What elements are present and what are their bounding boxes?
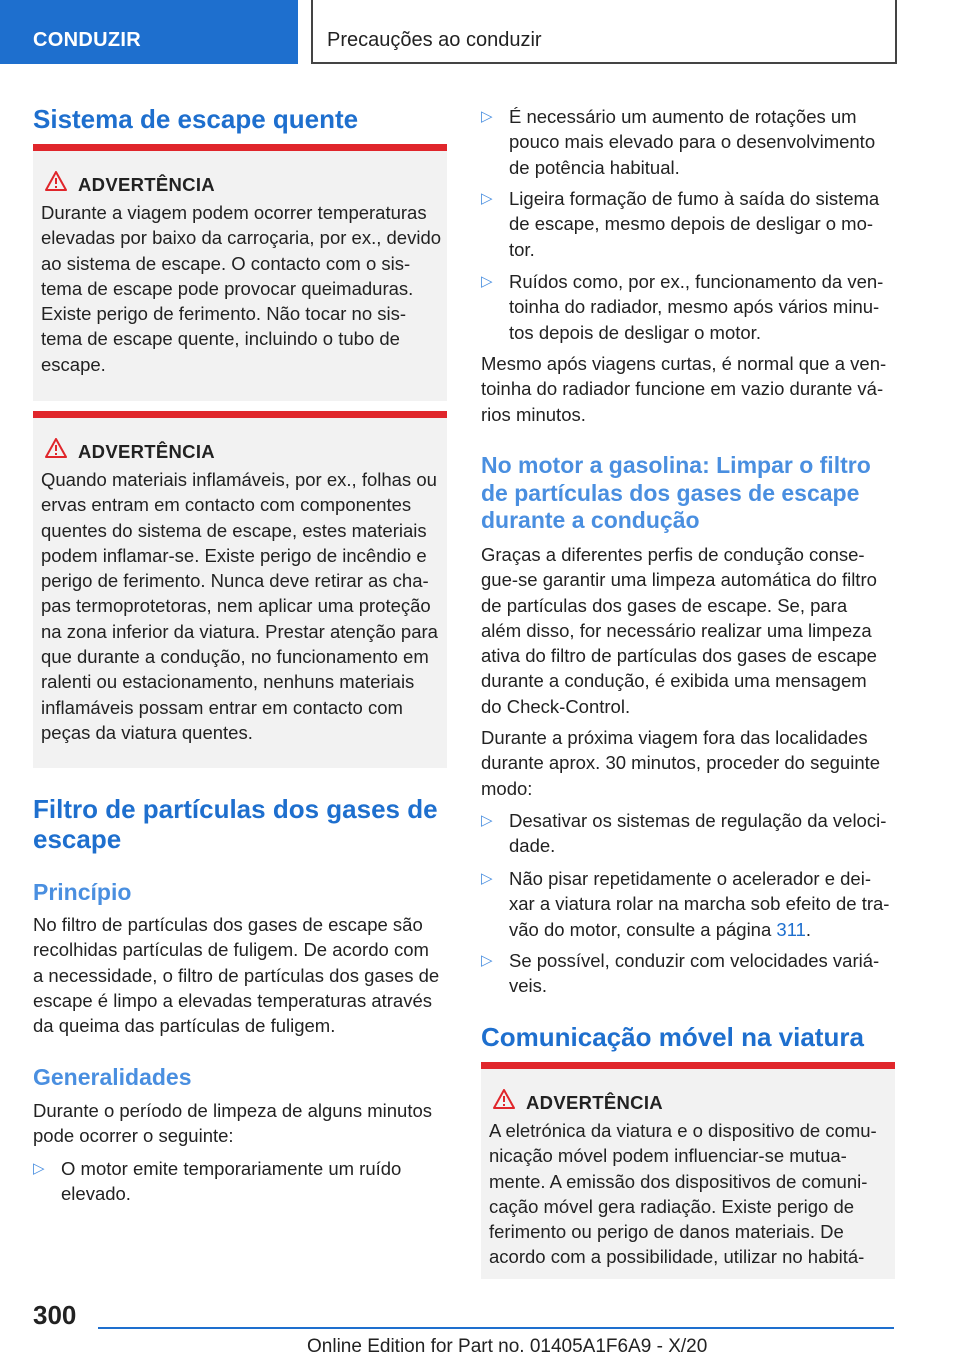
text-line: quentes do sistema de escape, estes materiais xyxy=(41,519,427,541)
text-line: durante aprox. 30 minutos, proceder do seguinte xyxy=(481,752,881,774)
idle-fan-paragraph xyxy=(481,351,901,427)
list-item-text xyxy=(509,186,879,262)
text-line: No filtro de partículas dos gases de escape são xyxy=(33,914,423,935)
text-line: na zona inferior da viatura. Prestar atenção para xyxy=(41,620,438,642)
text-line: durante a condução, é exibida uma mensagem xyxy=(481,670,867,692)
text-line: nicação móvel podem influenciar-se mutua- xyxy=(489,1145,847,1167)
text-line: acordo com a possibilidade, utilizar no habitá- xyxy=(489,1246,865,1268)
text-line: Não pisar repetidamente o acelerador e dei- xyxy=(509,868,871,889)
text-line: rios minutos. xyxy=(481,403,586,425)
principle-paragraph xyxy=(33,912,453,1038)
text-line: de escape, mesmo depois de desligar o mo- xyxy=(509,213,874,235)
text-line: inflamáveis possam entrar em contacto com xyxy=(41,696,403,718)
text-line: Ligeira formação de fumo à saída do sistema xyxy=(509,188,880,209)
text-line: Se possível, conduzir com velocidades variá- xyxy=(509,950,880,971)
list-item-text xyxy=(61,1156,401,1207)
chapter-header xyxy=(311,0,897,64)
bullet-marker: ▷ xyxy=(481,870,493,887)
text-line: da queima das partículas de fuligem. xyxy=(33,1015,336,1037)
text-line: modo: xyxy=(481,777,533,799)
text-line: elevadas por baixo da carroçaria, por ex., devido xyxy=(41,227,442,249)
text-line: toinha do radiador, mesmo após vários minu- xyxy=(509,296,880,318)
text-line: gue-se garantir uma limpeza automática do filtro xyxy=(481,569,877,591)
bullet-marker: ▷ xyxy=(481,273,493,290)
heading-mobile-communication: Comunicação móvel na viatura xyxy=(481,1022,864,1052)
warning-title: ADVERTÊNCIA xyxy=(78,441,215,462)
next-trip-paragraph xyxy=(481,725,901,801)
page-reference-link[interactable]: 311 xyxy=(776,918,806,940)
text-line: escape. xyxy=(41,353,106,375)
text-line: cação móvel gera radiação. Existe perigo de xyxy=(489,1195,855,1217)
text-line: de potência habitual. xyxy=(509,156,680,178)
text-line: escape é limpo a elevadas temperaturas através xyxy=(33,989,432,1011)
text-line: xar a viatura rolar na marcha sob efeito de tra- xyxy=(509,893,890,915)
warning-box-1 xyxy=(33,144,447,401)
text-line: ao sistema de escape. O contacto com o sis- xyxy=(41,252,411,274)
text-line: peças da viatura quentes. xyxy=(41,721,253,743)
text-line: recolhidas partículas de fuligem. De acordo com xyxy=(33,939,429,961)
text-line: Mesmo após viagens curtas, é normal que a ven- xyxy=(481,353,887,374)
text-line: além disso, for necessário realizar uma limpeza xyxy=(481,619,872,641)
heading-petrol-filter xyxy=(481,452,871,535)
chapter-title: Precauções ao conduzir xyxy=(327,29,542,51)
text-line: pas termoprotetoras, nem aplicar uma proteção xyxy=(41,595,431,617)
list-item-text xyxy=(509,269,883,345)
text-line: A eletrónica da viatura e o dispositivo de comu- xyxy=(489,1120,877,1141)
heading-principle: Princípio xyxy=(33,879,132,905)
text-line: Existe perigo de ferimento. Não tocar no sis- xyxy=(41,303,407,325)
text-line: a necessidade, o filtro de partículas dos gases de xyxy=(33,964,440,986)
footer-edition: Online Edition for Part no. 01405A1F6A9 - X/20 xyxy=(307,1336,708,1357)
text-line: do Check-Control. xyxy=(481,695,631,717)
text-line: Graças a diferentes perfis de condução conse- xyxy=(481,544,865,565)
text-line: tema de escape pode provocar queimaduras. xyxy=(41,277,414,299)
text-line: Durante o período de limpeza de alguns minutos xyxy=(33,1100,433,1121)
text-line: pouco mais elevado para o desenvolvimento xyxy=(509,131,876,153)
text-line: Ruídos como, por ex., funcionamento da ven- xyxy=(509,271,884,292)
bullet-marker: ▷ xyxy=(481,190,493,207)
text-line: veis. xyxy=(509,975,548,997)
warning-title: ADVERTÊNCIA xyxy=(78,174,215,195)
warning-triangle-icon xyxy=(45,171,67,191)
heading-particle-filter: Filtro de partículas dos gases de escape xyxy=(33,794,438,854)
text-line: ativa do filtro de partículas dos gases de escape xyxy=(481,645,877,667)
warning-title: ADVERTÊNCIA xyxy=(526,1092,663,1113)
warning-triangle-icon xyxy=(45,438,67,458)
text-line: É necessário um aumento de rotações um xyxy=(509,106,857,127)
list-item-text xyxy=(509,808,886,859)
page-number: 300 xyxy=(33,1300,77,1330)
text-line: tema de escape quente, incluindo o tubo de xyxy=(41,328,400,350)
text-line: tor. xyxy=(509,238,535,260)
text-line: ralenti ou estacionamento, nenhuns materiais xyxy=(41,671,415,693)
text-line: perigo de ferimento. Nunca deve retirar as cha- xyxy=(41,570,429,592)
text-line: durante a condução xyxy=(481,507,700,533)
text-line: No motor a gasolina: Limpar o filtro xyxy=(481,452,871,478)
list-item-text xyxy=(509,104,875,180)
text-line: podem inflamar-se. Existe perigo de incêndio e xyxy=(41,544,427,566)
warning-box-2 xyxy=(33,411,447,768)
heading-general: Generalidades xyxy=(33,1064,192,1090)
warning-box-3 xyxy=(481,1062,895,1279)
footer-rule xyxy=(98,1327,894,1329)
section-tab xyxy=(0,0,298,64)
text-line: Desativar os sistemas de regulação da veloci- xyxy=(509,810,887,831)
text-line: de partículas dos gases de escape. Se, para xyxy=(481,594,848,616)
driving-profiles-paragraph xyxy=(481,542,901,719)
text-line: elevado. xyxy=(61,1183,131,1205)
bullet-marker: ▷ xyxy=(33,1160,45,1177)
list-item-text xyxy=(509,948,879,999)
heading-hot-exhaust: Sistema de escape quente xyxy=(33,104,359,134)
text-line: ferimento ou perigo de danos materiais. De xyxy=(489,1221,844,1243)
warning-text xyxy=(489,1118,889,1270)
bullet-marker: ▷ xyxy=(481,108,493,125)
text-line: dade. xyxy=(509,835,556,857)
text-line: O motor emite temporariamente um ruído xyxy=(61,1158,402,1179)
warning-triangle-icon xyxy=(493,1089,515,1109)
text-line: que durante a condução, no funcionamento em xyxy=(41,646,429,668)
text-line: pode ocorrer o seguinte: xyxy=(33,1125,234,1147)
text-line: Durante a próxima viagem fora das localidades xyxy=(481,727,868,748)
text-line: ervas entram em contacto com componentes xyxy=(41,494,412,516)
text-line: Quando materiais inflamáveis, por ex., folhas ou xyxy=(41,469,437,490)
text-line: de partículas dos gases de escape xyxy=(481,479,860,506)
text-line: mente. A emissão dos dispositivos de comuni- xyxy=(489,1170,868,1192)
warning-text xyxy=(41,467,441,745)
bullet-marker: ▷ xyxy=(481,952,493,969)
list-item-text: Não pisar repetidamente o acelerador e dei- xar a viatura rolar na marcha sob efeito de tra- vão do motor, consulte a página 311. xyxy=(509,868,890,940)
text-line: toinha do radiador funcione em vazio durante vá- xyxy=(481,378,884,400)
warning-text xyxy=(41,200,441,377)
section-label: CONDUZIR xyxy=(33,29,141,51)
text-line: tos depois de desligar o motor. xyxy=(509,321,761,343)
text-line: Durante a viagem podem ocorrer temperaturas xyxy=(41,202,427,223)
bullet-marker: ▷ xyxy=(481,812,493,829)
general-paragraph xyxy=(33,1098,453,1149)
